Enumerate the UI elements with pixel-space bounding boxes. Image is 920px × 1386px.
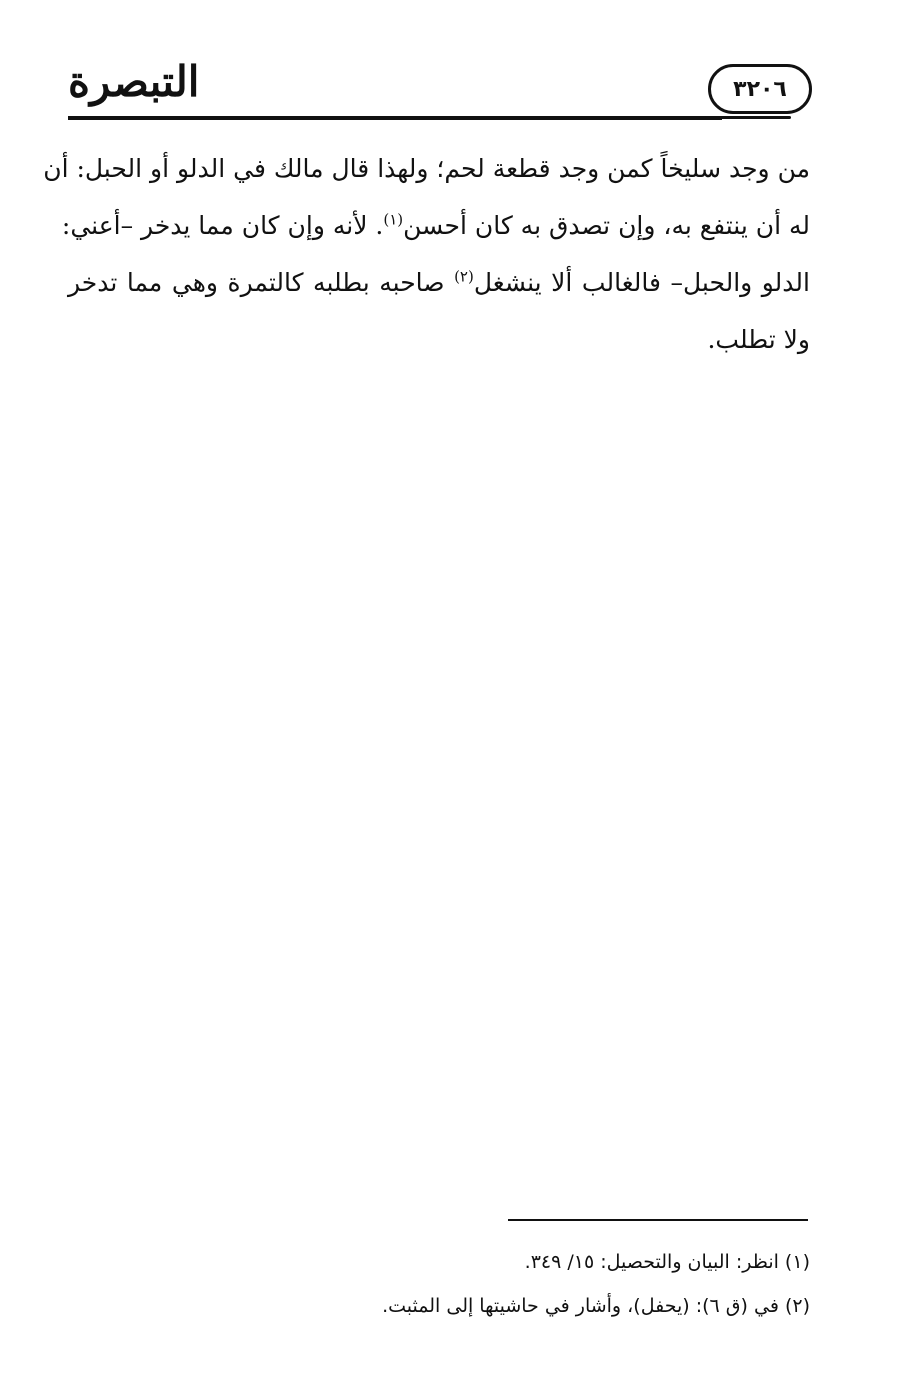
footnote-separator	[508, 1219, 808, 1221]
text-line-2-part-b: . لأنه وإن كان مما يدخر –أعني:	[61, 211, 384, 240]
footnote-2: (٢) في (ق ٦): (يحفل)، وأشار في حاشيتها إلى المثبت.	[382, 1295, 810, 1317]
book-title: التبصرة	[68, 57, 200, 106]
footnote-1: (١) انظر: البيان والتحصيل: ١٥/ ٣٤٩.	[524, 1251, 810, 1273]
footnote-ref-1[interactable]: (١)	[383, 210, 404, 229]
text-line-4: ولا تطلب.	[707, 325, 810, 354]
header-rule	[68, 116, 722, 120]
text-line-3-part-a: الدلو والحبل– فالغالب ألا ينشغل	[473, 268, 810, 297]
text-line-2	[61, 197, 810, 254]
text-line-1: من وجد سليخاً كمن وجد قطعة لحم؛ ولهذا قال مالك في الدلو أو الحبل: أن	[43, 154, 810, 183]
footnotes	[300, 1240, 810, 1328]
main-text	[43, 140, 810, 368]
page-number: ٣٢٠٦	[733, 76, 787, 102]
text-line-3-part-b: صاحبه بطلبه كالتمرة وهي مما تدخر	[68, 268, 455, 297]
footnote-ref-2[interactable]: (٢)	[454, 267, 474, 286]
text-line-2-part-a: له أن ينتفع به، وإن تصدق به كان أحسن	[403, 211, 810, 240]
page-number-badge	[708, 64, 812, 114]
text-line-3	[68, 254, 810, 311]
page-header	[68, 52, 812, 132]
